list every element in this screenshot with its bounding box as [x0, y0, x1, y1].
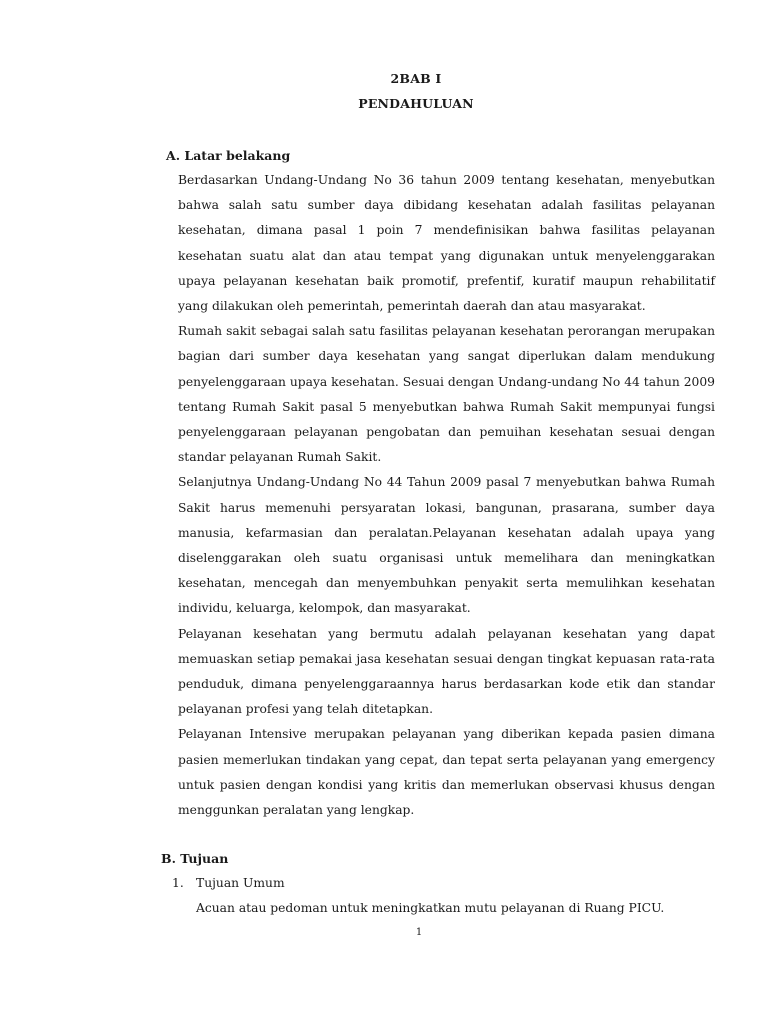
- page-number: 1: [415, 927, 423, 938]
- paragraph-1: Berdasarkan Undang-Undang No 36 tahun 2009 tentang kesehatan, menyebutkan bahwa salah satu sumber daya dibidang kesehatan adalah fasilitas pelayanan kesehatan, dimana pasal 1 poin 7 mendefinisikan bahwa fasilitas pelayanan kesehatan suatu alat dan atau tempat yang digunakan untuk menyelenggarakan upaya pelayanan kesehatan baik promotif, prefentif, kuratif maupun rehabilitatif yang dilakukan oleh pemerintah, pemerintah daerah dan atau masyarakat.: [178, 173, 715, 314]
- paragraph-3: Selanjutnya Undang-Undang No 44 Tahun 2009 pasal 7 menyebutkan bahwa Rumah Sakit harus memenuhi persyaratan lokasi, bangunan, prasarana, sumber daya manusia, kefarmasian dan peralatan.Pelayanan kesehatan adalah upaya yang diselenggarakan oleh suatu organisasi untuk memelihara dan meningkatkan kesehatan, mencegah dan menyembuhkan penyakit serta memulihkan kesehatan individu, keluarga, kelompok, dan masyarakat.: [178, 475, 715, 616]
- section-b-heading: B. Tujuan: [161, 851, 229, 866]
- paragraph-2: Rumah sakit sebagai salah satu fasilitas pelayanan kesehatan perorangan merupakan bagian dari sumber daya kesehatan yang sangat diperlukan dalam mendukung penyelenggaraan upaya kesehatan. Sesuai dengan Undang-undang No 44 tahun 2009 tentang Rumah Sakit pasal 5 menyebutkan bahwa Rumah Sakit mempunyai fungsi penyelenggaraan pelayanan pengobatan dan pemuihan kesehatan sesuai dengan standar pelayanan Rumah Sakit.: [178, 324, 715, 465]
- paragraph-5: Pelayanan Intensive merupakan pelayanan yang diberikan kepada pasien dimana pasien memerlukan tindakan yang cepat, dan tepat serta pelayanan yang emergency untuk pasien dengan kondisi yang kritis dan memerlukan observasi khusus dengan menggunkan peralatan yang lengkap.: [178, 727, 715, 818]
- list-item-title: Tujuan Umum: [196, 876, 285, 890]
- list-item: [172, 876, 285, 890]
- list-item-number: 1.: [172, 876, 184, 890]
- paragraph-4: Pelayanan kesehatan yang bermutu adalah pelayanan kesehatan yang dapat memuaskan setiap pemakai jasa kesehatan sesuai dengan tingkat kepuasan rata-rata penduduk, dimana penyelenggaraannya harus berdasarkan kode etik dan standar pelayanan profesi yang telah ditetapkan.: [178, 626, 715, 717]
- section-a-heading: A. Latar belakang: [166, 148, 291, 163]
- section-a-body: [178, 168, 715, 823]
- list-item-description: Acuan atau pedoman untuk meningkatkan mutu pelayanan di Ruang PICU.: [196, 901, 665, 915]
- chapter-title: PENDAHULUAN: [358, 96, 474, 111]
- chapter-number: 2BAB I: [390, 71, 442, 86]
